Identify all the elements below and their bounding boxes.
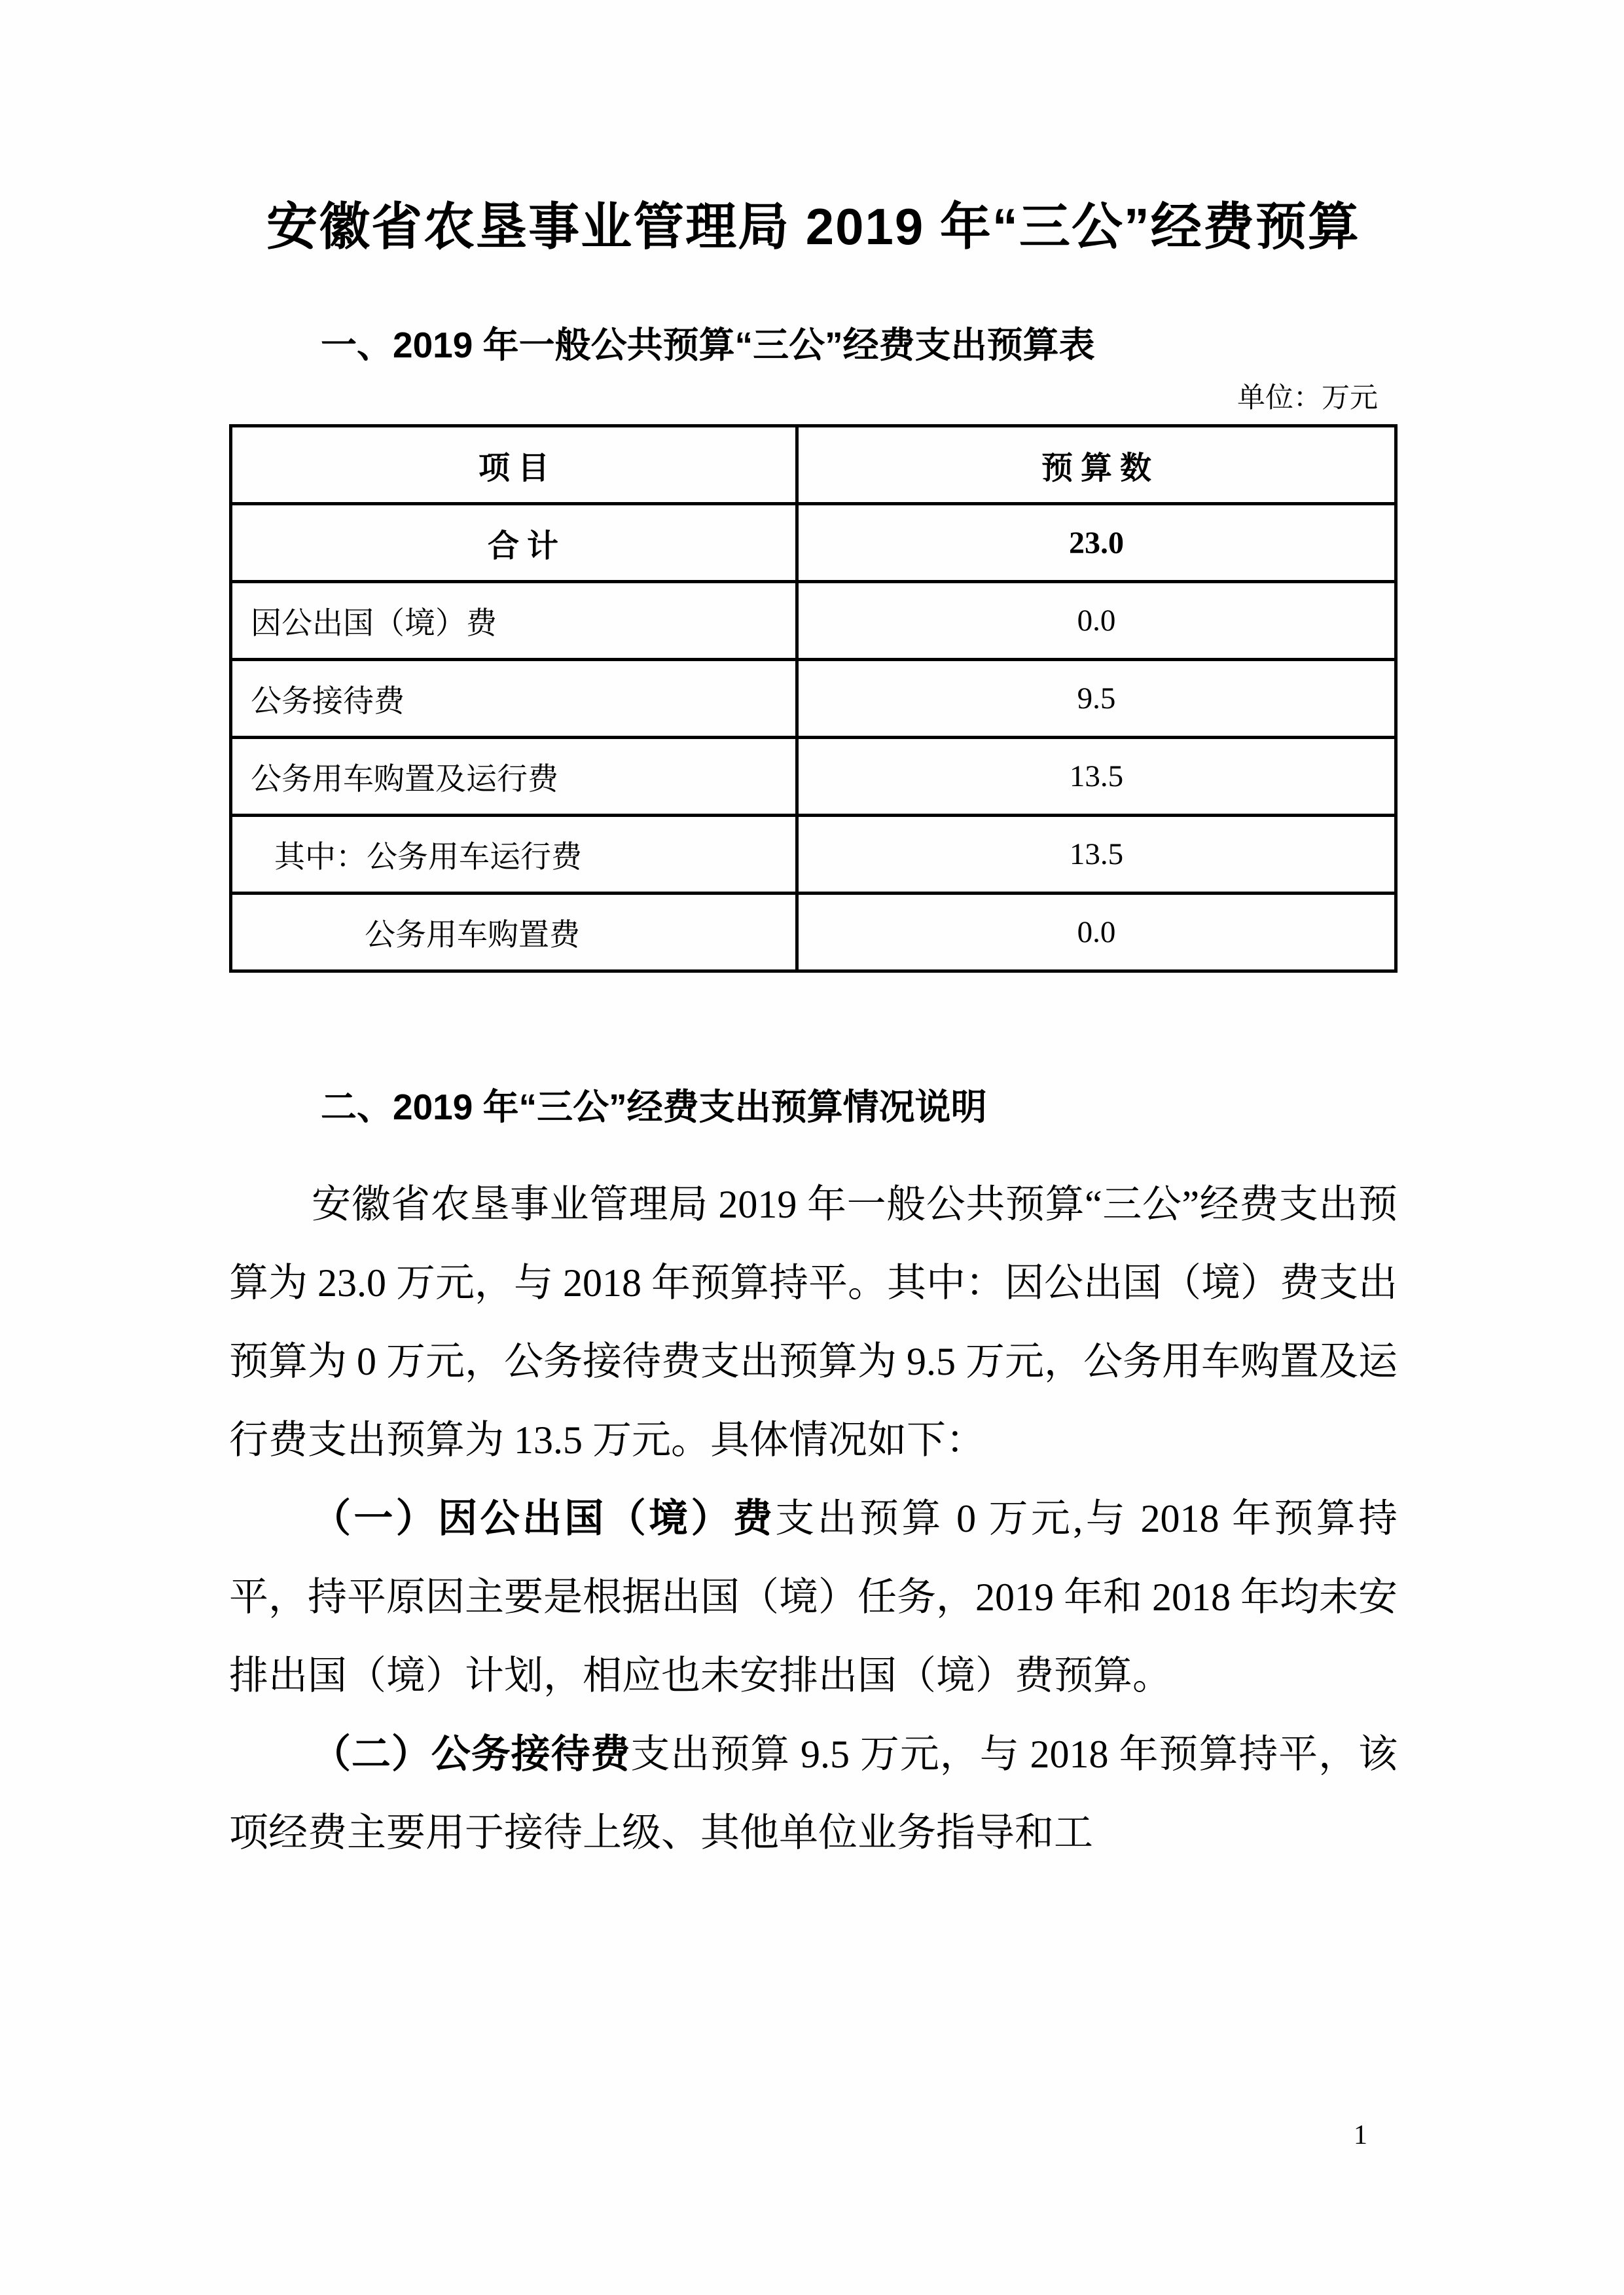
paragraph-reception-fee <box>229 1715 1398 1872</box>
row-label-abroad-fee: 因公出国（境）费 <box>231 582 797 660</box>
table-row-vehicle-total <box>231 738 1396 816</box>
section2-heading: 二、2019 年“三公”经费支出预算情况说明 <box>321 1087 987 1127</box>
row-label-total: 合 计 <box>231 504 797 582</box>
column-header-budget: 预 算 数 <box>797 426 1396 504</box>
row-value-vehicle-purchase: 0.0 <box>797 894 1396 971</box>
table-header-row <box>231 426 1396 504</box>
row-label-reception-fee: 公务接待费 <box>231 660 797 738</box>
row-value-abroad-fee: 0.0 <box>797 582 1396 660</box>
row-label-vehicle-purchase: 公务用车购置费 <box>231 894 797 971</box>
paragraph-overview-text: 安徽省农垦事业管理局 2019 年一般公共预算“三公”经费支出预算为 23.0 万元，与 2018 年预算持平。其中：因公出国（境）费支出预算为 0 万元，公务接待费支出预算为 9.5 万元，公务用车购置及运行费支出预算为 13.5 万元。具体情况如下： <box>229 1183 1398 1462</box>
paragraph-abroad-fee-lead: （一）因公出国（境）费 <box>312 1496 776 1540</box>
paragraph-reception-fee-text: 支出预算 9.5 万元，与 2018 年预算持平，该项经费主要用于接待上级、其他单位业务指导和工 <box>229 1733 1398 1854</box>
table-row-vehicle-operation <box>231 816 1396 894</box>
paragraph-overview <box>229 1165 1398 1479</box>
table-row-total <box>231 504 1396 582</box>
unit-note: 单位：万元 <box>1237 383 1378 414</box>
paragraph-abroad-fee <box>229 1479 1398 1715</box>
document-title: 安徽省农垦事业管理局 2019 年“三公”经费预算 <box>266 198 1360 255</box>
column-header-item: 项 目 <box>231 426 797 504</box>
table-row-reception-fee <box>231 660 1396 738</box>
row-value-total: 23.0 <box>797 504 1396 582</box>
document-content <box>229 0 1398 1872</box>
page-number: 1 <box>1354 2120 1367 2150</box>
budget-table <box>229 424 1398 973</box>
section1-heading: 一、2019 年一般公共预算“三公”经费支出预算表 <box>321 325 1095 365</box>
paragraph-reception-fee-lead: （二）公务接待费 <box>312 1732 631 1776</box>
table-row-vehicle-purchase <box>231 894 1396 971</box>
row-value-reception-fee: 9.5 <box>797 660 1396 738</box>
paragraph-abroad-fee-text: 支出预算 0 万元,与 2018 年预算持平，持平原因主要是根据出国（境）任务，2019 年和 2018 年均未安排出国（境）计划，相应也未安排出国（境）费预算。 <box>229 1497 1398 1697</box>
table-row-abroad-fee <box>231 582 1396 660</box>
row-value-vehicle-operation: 13.5 <box>797 816 1396 894</box>
row-label-vehicle-operation: 其中：公务用车运行费 <box>231 816 797 894</box>
row-value-vehicle-total: 13.5 <box>797 738 1396 816</box>
row-label-vehicle-total: 公务用车购置及运行费 <box>231 738 797 816</box>
